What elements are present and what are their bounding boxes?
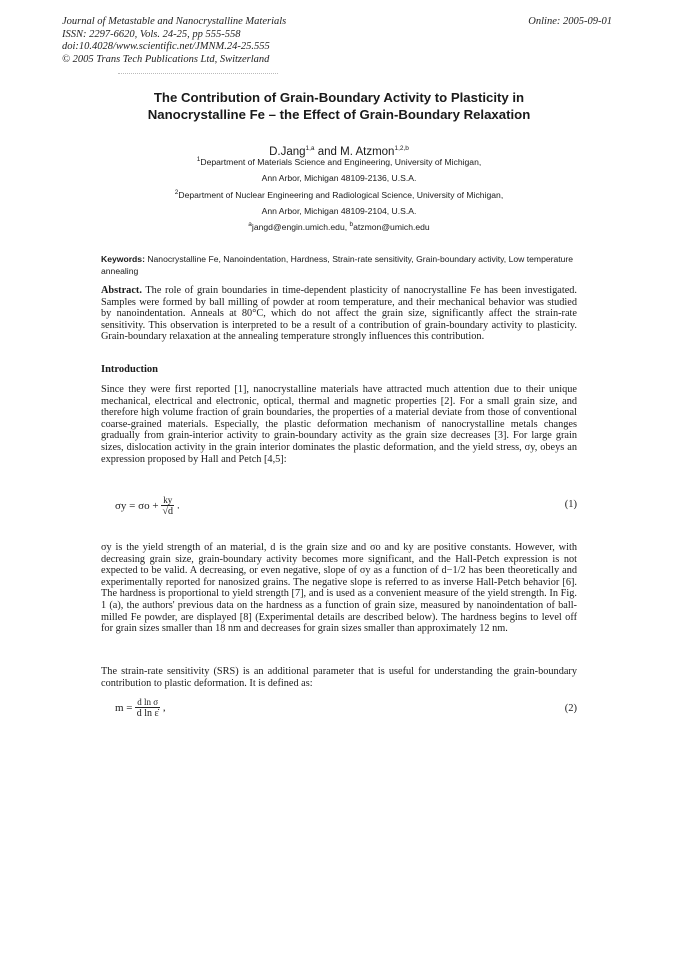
intro-paragraph-1: Since they were first reported [1], nanocrystalline materials have attracted much attention due to their unique mechanical, electrical and electronic, optical, thermal and magnetic properties [2]. For a small grain size, and therefore high volume fraction of grain boundaries, the properties of a material deviate from those of conventional coarse-grained materials. Especially, the plastic deformation mechanism of nanocrystalline metals changes gradually from grain-interior activity to grain-boundary activity as the grain size decreases [3]. For large grain sizes, dislocation activity in the grain interior dominates the plastic deformation, and the yield stress, σy, obeys an expression proposed by Hall and Petch [4,5]: bbox=[101, 384, 577, 465]
section-heading-introduction: Introduction bbox=[101, 364, 158, 375]
author-2: M. Atzmon bbox=[340, 146, 395, 158]
journal-doi[interactable]: doi:10.4028/www.scientific.net/JMNM.24-25.555 bbox=[62, 41, 270, 52]
abstract bbox=[101, 285, 577, 343]
journal-issn: ISSN: 2297-6620, Vols. 24-25, pp 555-558 bbox=[62, 28, 241, 40]
affiliation-2-line-1: $^2$Department of Nuclear Engineering and Radiological Science, University of Michigan, bbox=[174, 189, 504, 200]
eq1-fraction: $\frac{ky}{√d}$ bbox=[162, 495, 174, 517]
journal-name: Journal of Metastable and Nanocrystalline Materials bbox=[62, 16, 287, 27]
header-divider bbox=[118, 73, 278, 74]
intro-paragraph-3: The strain-rate sensitivity (SRS) is an additional parameter that is useful for understanding the grain-boundary contribution to plastic deformation. It is defined as: bbox=[101, 666, 577, 689]
online-date: Online: 2005-09-01 bbox=[528, 16, 612, 27]
eq2-lhs: m = bbox=[115, 701, 136, 714]
email-b[interactable]: atzmon@umich.edu bbox=[353, 222, 430, 232]
author-1: D.Jang bbox=[269, 146, 306, 158]
title-line-1: The Contribution of Grain-Boundary Activity to Plasticity in bbox=[153, 90, 525, 105]
author-2-sup: 1,2,b bbox=[394, 145, 409, 153]
eq1-lhs: σy = σo + bbox=[115, 499, 162, 512]
equation-1: σy = σo + $\frac{ky}{√d}$ . (1) bbox=[115, 495, 577, 517]
journal-copyright: © 2005 Trans Tech Publications Ltd, Switzerland bbox=[62, 53, 270, 65]
equation-2: m = $\frac{\text{d ln σ}}{\text{d ln ε̇}}$ , (2) bbox=[115, 697, 577, 719]
email-a[interactable]: jangd@engin.umich.edu, bbox=[251, 222, 350, 232]
eq2-fraction: $\frac{\text{d ln σ}}{\text{d ln ε̇}}$ bbox=[136, 697, 159, 719]
keywords bbox=[101, 254, 577, 277]
affiliation-1-line-1: $^1$Department of Materials Science and Engineering, University of Michigan, bbox=[196, 156, 482, 167]
abstract-label: Abstract. bbox=[101, 285, 142, 296]
paper-title bbox=[70, 89, 608, 123]
affiliation-2-line-2: Ann Arbor, Michigan 48109-2104, U.S.A. bbox=[261, 206, 417, 216]
keywords-text: Nanocrystalline Fe, Nanoindentation, Hardness, Strain-rate sensitivity, Grain-boundary activity, Low temperature annealing bbox=[101, 254, 574, 276]
author-emails: $^a$jangd@engin.umich.edu, $^b$atzmon@umich.edu bbox=[248, 221, 430, 232]
journal-header bbox=[62, 16, 286, 66]
affiliation-1-line-2: Ann Arbor, Michigan 48109-2136, U.S.A. bbox=[261, 173, 417, 183]
eq1-number: (1) bbox=[564, 499, 577, 510]
eq2-number: (2) bbox=[564, 703, 577, 714]
title-line-2: Nanocrystalline Fe – the Effect of Grain-Boundary Relaxation bbox=[147, 107, 531, 122]
intro-paragraph-2: σy is the yield strength of an material, d is the grain size and σo and ky are positive constants. However, with decreasing grain size, grain-boundary activity becomes more significant, and the Hall-Petch expression is not expected to be valid. A decreasing, or even negative, slope of σy as a function of d−1/2 has been theoretically and experimentally reported for nanosized grains. The negative slope is referred to as inverse Hall-Petch behavior [6]. The hardness is proportional to yield strength [7], and is used as a convenient measure of the yield strength. In Fig. 1 (a), the authors' previous data on the hardness as a function of grain size, measured by nanoindentation of ball-milled Fe powder, are displayed [8] (Experimental details are described below). The hardness begins to level off for grain sizes smaller than 18 nm and decreases for grain sizes smaller than approximately 12 nm. bbox=[101, 542, 577, 635]
author-and: and bbox=[314, 146, 341, 158]
keywords-label: Keywords: bbox=[101, 254, 145, 264]
author-1-sup: 1,a bbox=[305, 145, 315, 153]
abstract-text: The role of grain boundaries in time-dependent plasticity of nanocrystalline Fe has been investigated. Samples were formed by ball milling of powder at room temperature, and their mechanical behavior was studied by nanoindentation. Anneals at 80°C, which do not affect the grain size, significantly affect the strain-rate sensitivity. This observation is interpreted to be a result of a contribution of grain-boundary activity to plasticity. Grain-boundary relaxation at the annealing temperature strongly influences this contribution. bbox=[101, 285, 577, 343]
